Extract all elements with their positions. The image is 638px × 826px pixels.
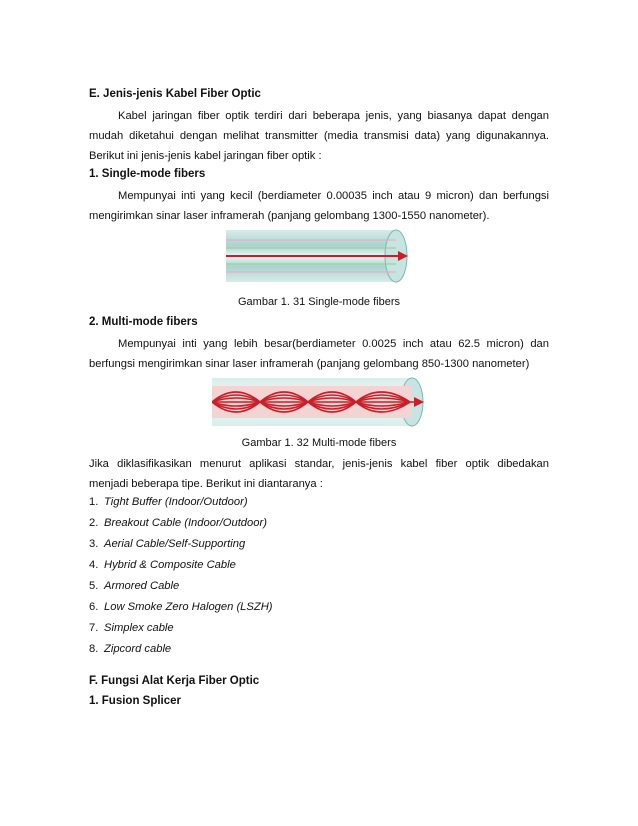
- list-item: 1. Tight Buffer (Indoor/Outdoor): [89, 496, 248, 508]
- list-item: 7. Simplex cable: [89, 622, 174, 634]
- list-item: 4. Hybrid & Composite Cable: [89, 559, 236, 571]
- intro-paragraph-line-1: Kabel jaringan fiber optik terdiri dari beberapa jenis, yang biasanya dapat dengan: [118, 110, 549, 122]
- fusion-splicer-heading: 1. Fusion Splicer: [89, 695, 182, 707]
- list-item: 5. Armored Cable: [89, 580, 180, 592]
- single-mode-heading: 1. Single-mode fibers: [89, 168, 206, 180]
- single-mode-desc-line-2: mengirimkan sinar laser inframerah (panjang gelombang 1300-1550 nanometer).: [89, 210, 490, 222]
- list-item: 2. Breakout Cable (Indoor/Outdoor): [89, 517, 267, 529]
- multi-mode-figure-caption: Gambar 1. 32 Multi-mode fibers: [241, 437, 397, 449]
- multi-mode-fiber-image: [212, 374, 426, 430]
- section-f-heading: F. Fungsi Alat Kerja Fiber Optic: [89, 675, 260, 687]
- classification-line-2: menjadi beberapa tipe. Berikut ini diantaranya :: [89, 478, 323, 490]
- list-item: 3. Aerial Cable/Self-Supporting: [89, 538, 246, 550]
- classification-line-1: Jika diklasifikasikan menurut aplikasi standar, jenis-jenis kabel fiber optik dibedakan: [89, 458, 549, 470]
- section-e-heading: E. Jenis-jenis Kabel Fiber Optic: [89, 88, 261, 100]
- list-item: 8. Zipcord cable: [89, 643, 172, 655]
- multi-mode-heading: 2. Multi-mode fibers: [89, 316, 198, 328]
- intro-paragraph-line-3: Berikut ini jenis-jenis kabel jaringan fiber optik :: [89, 150, 322, 162]
- single-mode-figure-caption: Gambar 1. 31 Single-mode fibers: [237, 296, 401, 308]
- list-item: 6. Low Smoke Zero Halogen (LSZH): [89, 601, 273, 613]
- multi-mode-desc-line-1: Mempunyai inti yang lebih besar(berdiameter 0.0025 inch atau 62.5 micron) dan: [118, 338, 549, 350]
- intro-paragraph-line-2: mudah diketahui dengan melihat transmitter (media transmisi data) yang digunakannya.: [89, 130, 549, 142]
- single-mode-fiber-image: [226, 226, 410, 286]
- single-mode-desc-line-1: Mempunyai inti yang kecil (berdiameter 0.00035 inch atau 9 micron) dan berfungsi: [118, 190, 549, 202]
- multi-mode-desc-line-2: berfungsi mengirimkan sinar laser inframerah (panjang gelombang 850-1300 nanometer): [89, 358, 530, 370]
